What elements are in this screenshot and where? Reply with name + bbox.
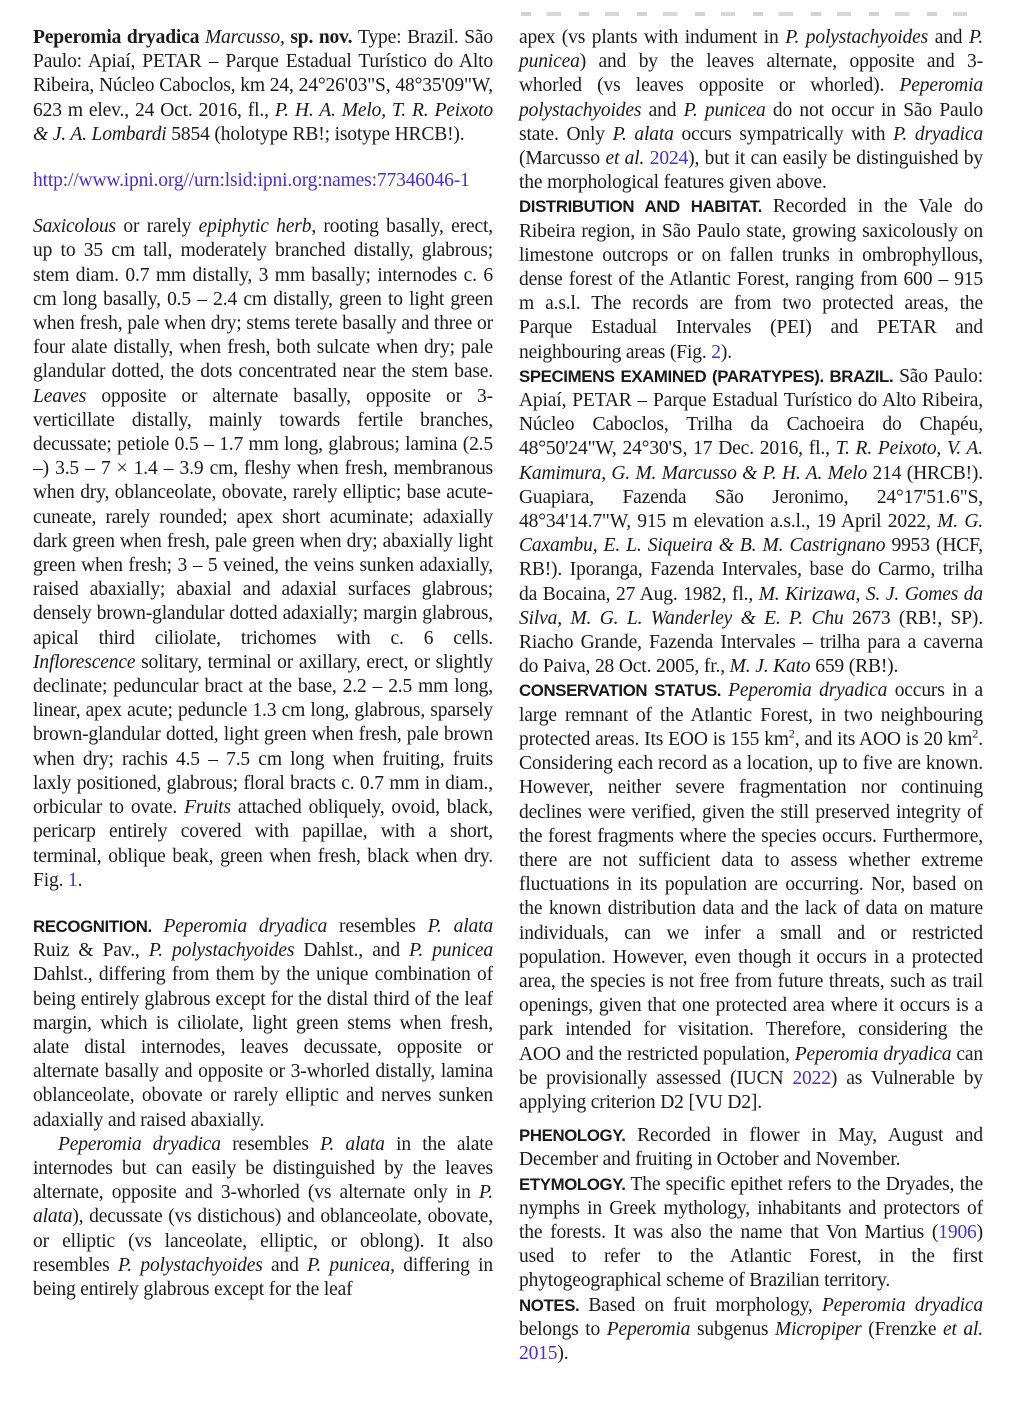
martius-1906-link[interactable]: 1906 (938, 1221, 977, 1243)
text-run-plain: subgenus (696, 1318, 775, 1340)
text-run-italic: et al. (605, 148, 650, 170)
text-run-plain: Based on fruit morphology, (588, 1294, 823, 1316)
text-run-plain: 659 (RB!). (815, 656, 899, 678)
ipni-url (33, 169, 493, 193)
text-run-italic: P. punicea (683, 99, 773, 121)
text-run-plain: ), but it can easily be distinguished by the morphological features given above. (519, 148, 983, 194)
text-run-plain: ). (720, 341, 732, 363)
text-run-italic: Peperomia dryadica (822, 1294, 984, 1316)
text-run-plain: and (271, 1254, 308, 1276)
text-run-italic: Inflorescence (33, 651, 142, 673)
fig-1-link[interactable]: 1 (68, 869, 78, 891)
text-run-heading: PHENOLOGY. (519, 1126, 638, 1146)
text-run-italic: Peperomia (606, 1318, 697, 1340)
text-run-plain: solitary, terminal or axillary, erect, or slightly declinate; peduncular bract at the base, 2.2 – 2.5 mm long, linear, apex acute; peduncle 1.3 cm long, glabrous, sparsely brown-glandular dotted, light green when fresh, pale brown when dry; rachis 4.5 – 7.5 cm long when fruiting, fruits laxly positioned, glabrous; floral bracts c. 0.7 mm in diam., orbicular to ovate. (33, 651, 493, 819)
text-run-plain: can be provisionally assessed (IUCN (519, 1043, 983, 1089)
text-run-italic: P. polystachyoides (148, 940, 304, 962)
text-run-italic: P. polystachyoides (118, 1254, 272, 1276)
left-column (33, 26, 493, 1366)
text-run-plain: , and its AOO is 20 km (794, 728, 973, 750)
text-run-plain: opposite or alternate basally, opposite or 3-verticillate distally, mainly towards fertile branches, decussate; petiole 0.5 – 1.7 mm long, glabrous; lamina (2.5 –) 3.5 – 7 × 1.4 – 3.9 cm, fleshy when fresh, membranous when dry, oblanceolate, obovate, rarely elliptic; base acute-cuneate, rarely rounded; apex short acuminate; adaxially dark green when fresh, pale green when dry; abaxially light green when fresh; 3 – 5 veined, the veins sunken adaxially, raised abaxially; abaxial and adaxial surfaces glabrous; densely brown-glandular dotted adaxially; margin glabrous, apical third ciliolate, trichomes with c. 6 cells. (33, 385, 493, 649)
text-run-plain: occurs sympatrically with (681, 123, 894, 145)
text-run-italic: P. alata (320, 1133, 397, 1155)
text-run-italic: Peperomia polystachyoides (519, 75, 983, 121)
text-run-plain: ), decussate (vs distichous) and oblanceolate, obovate, or elliptic (vs lanceolate, elliptic, or oblong). It also resembles (33, 1206, 493, 1276)
text-run-plain: ) used to refer to the Atlantic Forest, in the first phytogeographical scheme of Brazilian territory. (519, 1221, 983, 1292)
text-run-plain: ) and by the leaves alternate, opposite and 3-whorled (vs leaves opposite or whorled). (519, 51, 983, 97)
specimens-section (519, 365, 983, 680)
text-run-italic: Saxicolous (33, 216, 124, 238)
conservation-section (519, 679, 983, 1115)
text-run-plain: The specific epithet refers to the Dryades, the nymphs in Greek mythology, inhabitants and protectors of the forests. It was also the name that Von Martius ( (519, 1173, 983, 1243)
notes-section (519, 1294, 983, 1367)
text-run-sup: 2 (788, 726, 795, 741)
text-run-italic: P. alata (33, 1182, 493, 1228)
text-run-italic: et al. (942, 1318, 984, 1340)
text-run-plain: resembles (232, 1133, 321, 1155)
type-paragraph (33, 26, 493, 147)
text-run-italic: T. R. Peixoto, V. A. Kamimura, G. M. Marcusso & P. H. A. Melo (519, 438, 983, 484)
text-run-plain: or rarely (123, 216, 199, 238)
text-run-heading: NOTES. (519, 1295, 589, 1315)
text-run-plain: Recorded in the Vale do Ribeira region, in São Paulo state, growing saxicolously on limestone outcrops or on fallen trunks in ombrophyllous, dense forest of the Atlantic Forest, ranging from 600 – 915 m a.s.l. The records are from two protected areas, the Parque Estadual Intervales (PEI) and PETAR and neighbouring areas (Fig. (519, 196, 983, 363)
text-run-italic: epiphytic herb (198, 216, 312, 238)
text-run-heading: SPECIMENS EXAMINED (PARATYPES). BRAZIL. (519, 366, 900, 386)
distribution-section (519, 195, 983, 364)
text-run-italic: Leaves (33, 385, 102, 407)
phenology-section (519, 1124, 983, 1172)
text-run-italic: P. punicea (409, 940, 493, 962)
fig-2-link[interactable]: 2 (711, 341, 721, 363)
text-run-plain: Type: Brazil. São Paulo: Apiaí, PETAR – Parque Estadual Turístico do Alto Ribeira, Núcleo Caboclos, km 24, 24°26'03"S, 48°35'09"W, 623 m elev., 24 Oct. 2016, fl., (33, 27, 493, 121)
text-run-plain: occurs in a large remnant of the Atlantic Forest, in two neighbouring protected areas. Its EOO is 155 km (519, 680, 983, 750)
text-run-plain: Ruiz & Pav., (33, 940, 149, 962)
text-run-italic: P. alata (612, 123, 682, 145)
text-run-bold: Peperomia dryadica (33, 27, 205, 48)
text-run-heading: RECOGNITION. (33, 916, 164, 936)
text-run-italic: Fruits (184, 797, 238, 819)
text-run-sup: 2 (972, 726, 979, 741)
text-run-italic: P. punicea (307, 1254, 391, 1276)
text-run-plain: , differing in being entirely glabrous except for the leaf (33, 1254, 493, 1300)
text-run-plain: Dahlst., and (303, 940, 410, 962)
etymology-section (519, 1173, 983, 1294)
text-run-plain: 2673 (RB!, SP). Riacho Grande, Fazenda Intervales – trilha para a caverna do Paiva, 28 Oct. 2005, fr., (519, 607, 983, 678)
text-run-plain: 9953 (HCF, RB!). Iporanga, Fazenda Intervales, base do Carmo, trilha da Bocaina, 27 Aug. 1982, fl., (519, 535, 983, 605)
text-run-italic: P. dryadica (893, 123, 984, 145)
text-run-plain: attached obliquely, ovoid, black, pericarp entirely covered with papillae, with a short, terminal, oblique beak, green when fresh, black when dry. Fig. (33, 797, 494, 891)
text-run-heading: CONSERVATION STATUS. (519, 681, 729, 701)
recognition-continued (33, 1133, 493, 1302)
iucn-2022-link[interactable]: 2022 (792, 1067, 831, 1089)
text-run-plain: in the alate internodes but can easily be distinguished by the leaves alternate, opposite and 3-whorled (vs alternate only in (33, 1133, 493, 1204)
text-run-plain: , rooting basally, erect, up to 35 cm tall, moderately branched distally, glabrous; stem diam. 0.7 mm distally, 3 mm basally; internodes c. 6 cm long basally, 0.5 – 2.4 cm distally, green to light green when fresh, pale when dry; stems terete basally and three or four alate distally, when fresh, both sulcate when dry; pale glandular dotted, the dots concentrated near the stem base. (33, 216, 493, 383)
text-run-italic: M. Kirizawa, S. J. Gomes da Silva, M. G. L. Wanderley & E. P. Chu (519, 583, 983, 629)
text-run-plain: and (934, 27, 970, 48)
clipped-text-remnant (521, 12, 967, 16)
text-run-plain: (Frenzke (868, 1318, 943, 1340)
text-run-italic: M. G. Caxambu, E. L. Siqueira & B. M. Castrignano (519, 511, 983, 557)
frenzke-2015-link[interactable]: 2015 (519, 1342, 558, 1364)
text-run-bold: sp. nov. (290, 27, 359, 48)
text-run-heading: ETYMOLOGY. (519, 1174, 631, 1194)
recognition-overflow (519, 26, 983, 195)
text-run-plain: apex (vs plants with indument in (519, 27, 786, 48)
recognition-section (33, 915, 493, 1133)
text-run-plain: 214 (HRCB!). Guapiara, Fazenda São Jeronimo, 24°17'51.6"S, 48°34'14.7"W, 915 m elevation a.s.l., 19 April 2022, (519, 462, 983, 533)
text-run-italic: Peperomia dryadica (163, 915, 340, 937)
marcusso-2024-link[interactable]: 2024 (649, 148, 689, 170)
text-run-plain: belongs to (519, 1318, 607, 1340)
text-run-plain: . Considering each record as a location, up to five are known. However, neither severe fragmentation nor continuing declines were verified, given the still preserved integrity of the forest fragments where the species occurs. Furthermore, there are not sufficient data to assess whether extreme fluctuations in its population are occurring. Nor, based on the known distribution data and the lack of data on mature individuals, can we infer a small and or restricted population. However, even though it occurs in a protected area, the species is not free from future threats, such as trail openings, given that one protected area where it occurs is a park intended for visitation. Therefore, considering the AOO and the restricted population, (519, 728, 983, 1065)
text-run-italic: M. J. Kato (729, 656, 816, 678)
text-run-plain: ). (557, 1342, 569, 1364)
right-column (519, 26, 983, 1366)
text-run-plain: . (77, 869, 83, 891)
text-run-italic: Micropiper (774, 1318, 869, 1340)
text-run-italic: Marcusso, (204, 27, 291, 48)
text-run-plain: Recorded in flower in May, August and December and fruiting in October and November. (519, 1125, 983, 1171)
text-run-italic: Peperomia dryadica (794, 1043, 957, 1065)
text-run-italic: P. H. A. Melo, T. R. Peixoto & J. A. Lombardi (33, 99, 493, 145)
text-run-italic: P. alata (427, 915, 493, 937)
text-run-heading: DISTRIBUTION AND HABITAT. (519, 197, 773, 217)
text-run-plain: and (648, 99, 684, 121)
text-run-italic: P. punicea (519, 27, 983, 73)
text-run-italic: P. polystachyoides (785, 27, 935, 48)
text-run-plain: São Paulo: Apiaí, PETAR – Parque Estadual Turístico do Alto Ribeira, Núcleo Caboclos, Trilha da Cachoeira do Chapéu, 48°50'24"W, 24°30'S, 17 Dec. 2016, fl., (519, 365, 983, 460)
text-run-plain: (Marcusso (519, 148, 606, 170)
text-run-plain: Dahlst., differing from them by the unique combination of being entirely glabrous except for the distal third of the leaf margin, which is ciliolate, light green stems when fresh, alate distal internodes, leaves decussate, opposite or alternate basally and opposite or 3-whorled distally, lamina oblanceolate, obovate or rarely elliptic and nerves sunken adaxially and raised abaxially. (33, 964, 493, 1131)
text-run-italic: Peperomia dryadica (728, 680, 895, 702)
ipni-url-link[interactable]: http://www.ipni.org//urn:lsid:ipni.org:names:77346046-1 (33, 170, 470, 192)
text-run-plain: resembles (339, 915, 428, 937)
text-run-italic: Peperomia dryadica (58, 1133, 233, 1155)
text-run-plain: 5854 (holotype RB!; isotype HRCB!). (171, 123, 465, 145)
text-run-plain: ) as Vulnerable by applying criterion D2 [VU D2]. (519, 1067, 983, 1113)
text-run-plain: do not occur in São Paulo state. Only (519, 99, 983, 145)
species-description (33, 215, 493, 893)
